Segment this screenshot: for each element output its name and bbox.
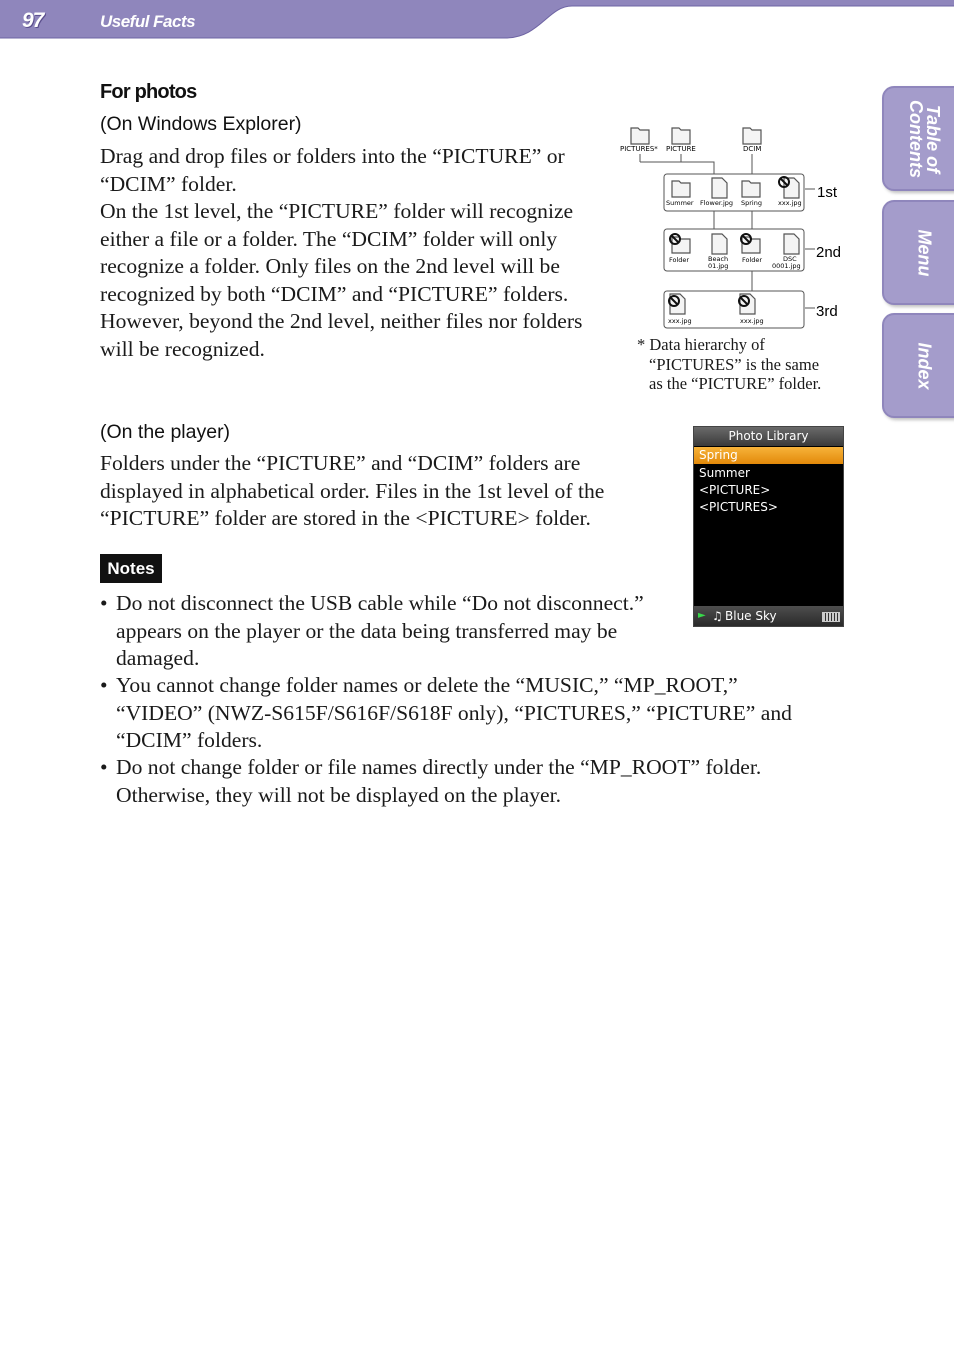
battery-icon <box>822 612 840 622</box>
notes-badge: Notes <box>100 554 162 583</box>
explorer-subheading: (On Windows Explorer) <box>100 113 302 135</box>
tab-index[interactable] <box>882 313 954 418</box>
bullet-icon: • <box>100 673 108 697</box>
page-number: 97 <box>22 9 44 32</box>
list-item[interactable]: <PICTURES> <box>699 500 778 514</box>
file-icon <box>712 234 727 254</box>
svg-text:01.jpg: 01.jpg <box>708 262 729 270</box>
explorer-paragraph: Drag and drop files or folders into the “PICTURE” or “DCIM” folder. On the 1st level, the “PICTURE” folder will recognize either a file or a folder. The “DCIM” folder will only recognize a folder. Only files on the 2nd level will be recognized by both “DCIM” and “PICTURE” folders. However, beyond the 2nd level, neither files nor folders will be recognized. <box>100 144 583 361</box>
svg-text:0001.jpg: 0001.jpg <box>772 262 801 270</box>
diagram-footnote: * Data hierarchy of “PICTURES” is the same as the “PICTURE” folder. <box>637 335 822 393</box>
player-paragraph: Folders under the “PICTURE” and “DCIM” folders are displayed in alphabetical order. Files in the 1st level of the “PICTURE” folder are stored in the <PICTURE> folder. <box>100 451 605 530</box>
file-icon <box>712 178 727 198</box>
file-icon <box>784 178 799 198</box>
svg-text:Beach: Beach <box>708 255 729 263</box>
now-playing-bar <box>694 606 843 626</box>
svg-text:xxx.jpg: xxx.jpg <box>778 199 802 207</box>
list-item[interactable]: <PICTURE> <box>699 483 771 497</box>
top-folder-label: PICTURES* <box>620 145 658 153</box>
top-folder-label: PICTURE <box>666 145 696 153</box>
svg-text:DSC: DSC <box>783 255 797 263</box>
level-label: 1st <box>817 184 838 201</box>
music-note-icon: ♫ <box>712 609 723 623</box>
tab-label: Table of Contents <box>906 99 943 178</box>
svg-text:Spring: Spring <box>741 199 762 207</box>
tab-label: Index <box>914 341 935 390</box>
play-icon: ► <box>698 610 706 621</box>
svg-text:Summer: Summer <box>666 199 694 207</box>
svg-text:xxx.jpg: xxx.jpg <box>668 317 692 325</box>
level-label: 3rd <box>816 303 838 320</box>
bullet-icon: • <box>100 755 108 779</box>
section-title: Useful Facts <box>100 12 196 31</box>
player-screen <box>693 426 844 627</box>
folder-icon <box>742 181 760 197</box>
section-heading: For photos <box>100 81 197 103</box>
player-screen-title: Photo Library <box>694 427 843 446</box>
svg-text:Folder: Folder <box>669 256 690 264</box>
svg-text:Folder: Folder <box>742 256 763 264</box>
tab-table-of-contents[interactable] <box>882 86 954 191</box>
svg-text:Flower.jpg: Flower.jpg <box>700 199 734 207</box>
level-label: 2nd <box>816 244 842 261</box>
list-item: • You cannot change folder names or delete the “MUSIC,” “MP_ROOT,” “VIDEO” (NWZ-S615F/S616F/S618F only), “PICTURES,” “PICTURE” and “DCIM” folders. <box>100 673 792 752</box>
list-item: • Do not change folder or file names directly under the “MP_ROOT” folder. Otherwise, they will not be displayed on the player. <box>100 755 762 807</box>
tab-menu[interactable] <box>882 200 954 305</box>
page-header <box>0 0 954 44</box>
tab-label: Menu <box>914 229 935 276</box>
bullet-icon: • <box>100 591 108 615</box>
list-item: • Do not disconnect the USB cable while “Do not disconnect.” appears on the player or the data being transferred may be damaged. <box>100 591 644 670</box>
folder-icon <box>631 128 761 144</box>
list-item[interactable]: Summer <box>699 466 750 480</box>
file-icon <box>784 234 799 254</box>
list-item[interactable]: Spring <box>694 447 843 464</box>
folder-icon <box>672 181 690 197</box>
svg-text:xxx.jpg: xxx.jpg <box>740 317 764 325</box>
now-playing-title: Blue Sky <box>725 609 777 623</box>
player-subheading: (On the player) <box>100 421 231 443</box>
top-folder-label: DCIM <box>743 145 762 153</box>
